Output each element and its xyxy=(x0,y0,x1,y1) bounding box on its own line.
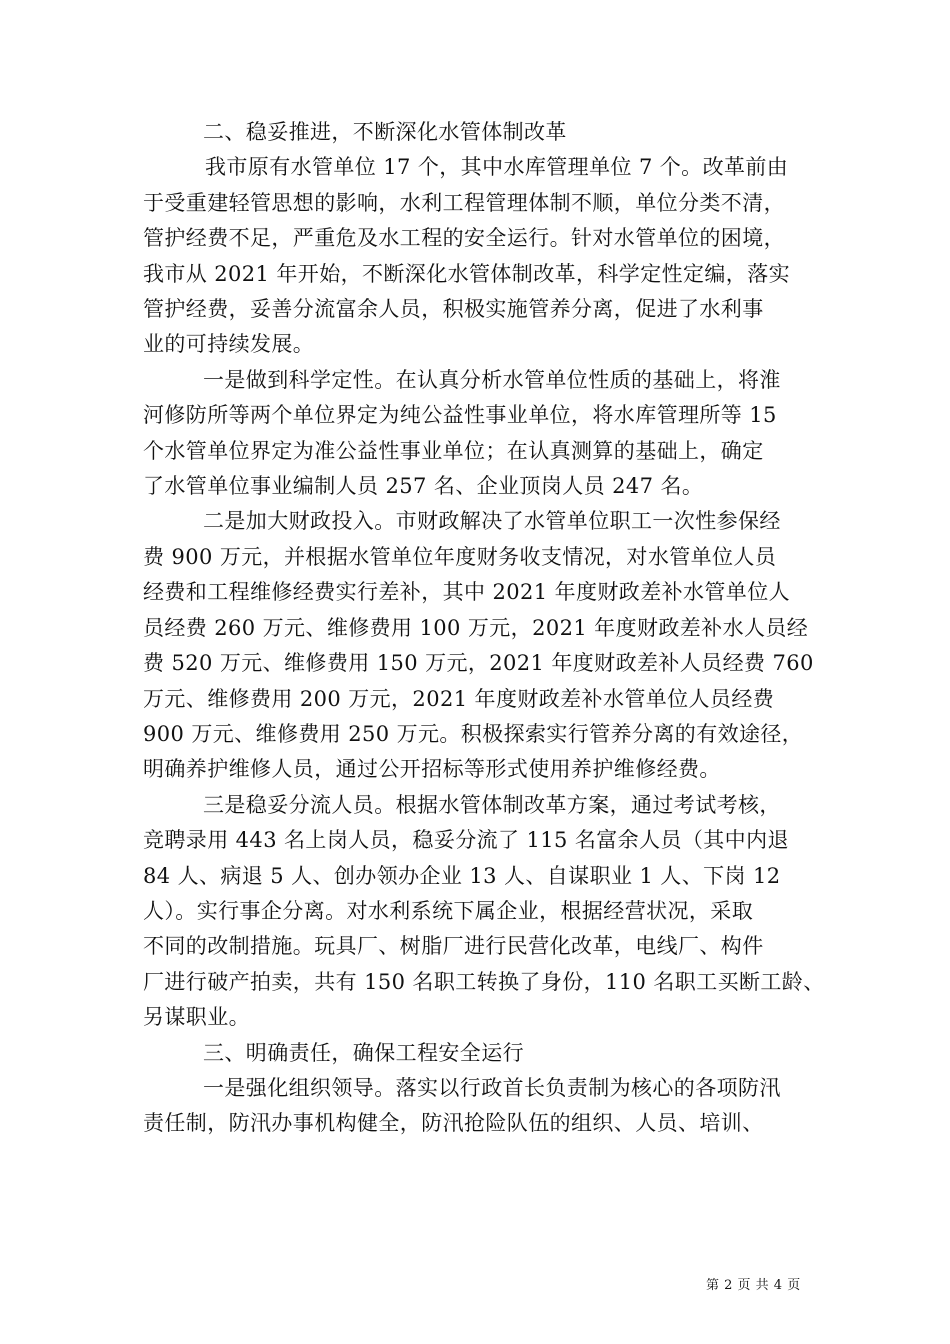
text-line: 人）。实行事企分离。对水利系统下属企业，根据经营状况，采取 xyxy=(143,898,754,923)
page-number-footer: 第 2 页 共 4 页 xyxy=(706,1278,801,1293)
text-line: 三、明确责任，确保工程安全运行 xyxy=(203,1040,524,1065)
text-line: 员经费 260 万元、维修费用 100 万元，2021 年度财政差补水人员经 xyxy=(143,615,809,640)
text-line: 经费和工程维修经费实行差补，其中 2021 年度财政差补水管单位人 xyxy=(143,580,790,605)
document-body xyxy=(143,115,823,1142)
text-line: 管护经费，妥善分流富余人员，积极实施管养分离，促进了水利事 xyxy=(143,297,764,322)
text-line: 于受重建轻管思想的影响，水利工程管理体制不顺，单位分类不清， xyxy=(143,190,785,215)
section-heading-3 xyxy=(143,1036,823,1071)
text-line: 不同的改制措施。玩具厂、树脂厂进行民营化改革，电线厂、构件 xyxy=(143,934,764,959)
text-line: 明确养护维修人员，通过公开招标等形式使用养护维修经费。 xyxy=(143,757,721,782)
text-line: 一是强化组织领导。落实以行政首长负责制为核心的各项防汛 xyxy=(203,1075,781,1100)
text-line: 费 900 万元，并根据水管单位年度财务收支情况，对水管单位人员 xyxy=(143,544,777,569)
text-line: 三是稳妥分流人员。根据水管体制改革方案，通过考试考核， xyxy=(203,792,781,817)
text-line: 管护经费不足，严重危及水工程的安全运行。针对水管单位的困境， xyxy=(143,226,785,251)
paragraph-organization-leadership xyxy=(143,1071,823,1142)
text-line: 厂进行破产拍卖，共有 150 名职工转换了身份，110 名职工买断工龄、 xyxy=(143,969,825,994)
text-line: 河修防所等两个单位界定为纯公益性事业单位，将水库管理所等 15 xyxy=(143,403,777,428)
text-line: 竞聘录用 443 名上岗人员，稳妥分流了 115 名富余人员（其中内退 xyxy=(143,828,789,853)
text-line: 二是加大财政投入。市财政解决了水管单位职工一次性参保经 xyxy=(203,509,781,534)
text-line: 了水管单位事业编制人员 257 名、企业顶岗人员 247 名。 xyxy=(143,474,704,499)
text-line: 万元、维修费用 200 万元，2021 年度财政差补水管单位人员经费 xyxy=(143,686,775,711)
paragraph-staff-diversion xyxy=(143,788,823,1036)
text-line: 个水管单位界定为准公益性事业单位；在认真测算的基础上，确定 xyxy=(143,438,764,463)
section-heading-2 xyxy=(143,115,823,150)
text-line: 费 520 万元、维修费用 150 万元，2021 年度财政差补人员经费 760 xyxy=(143,651,814,676)
paragraph-scientific-nature xyxy=(143,363,823,505)
text-line: 二、稳妥推进，不断深化水管体制改革 xyxy=(203,120,567,144)
text-line: 84 人、病退 5 人、创办领办企业 13 人、自谋职业 1 人、下岗 12 xyxy=(143,863,781,888)
paragraph-financial-input xyxy=(143,504,823,787)
text-line: 900 万元、维修费用 250 万元。积极探索实行管养分离的有效途径， xyxy=(143,721,804,746)
text-line: 另谋职业。 xyxy=(143,1005,250,1030)
text-line: 责任制，防汛办事机构健全，防汛抢险队伍的组织、人员、培训、 xyxy=(143,1111,764,1136)
text-line: 我市从 2021 年开始，不断深化水管体制改革，科学定性定编，落实 xyxy=(143,261,790,286)
text-line: 一是做到科学定性。在认真分析水管单位性质的基础上，将淮 xyxy=(203,367,781,392)
text-line: 业的可持续发展。 xyxy=(143,332,315,357)
text-line: 我市原有水管单位 17 个，其中水库管理单位 7 个。改革前由 xyxy=(205,155,789,180)
paragraph-reform-intro xyxy=(143,150,823,362)
